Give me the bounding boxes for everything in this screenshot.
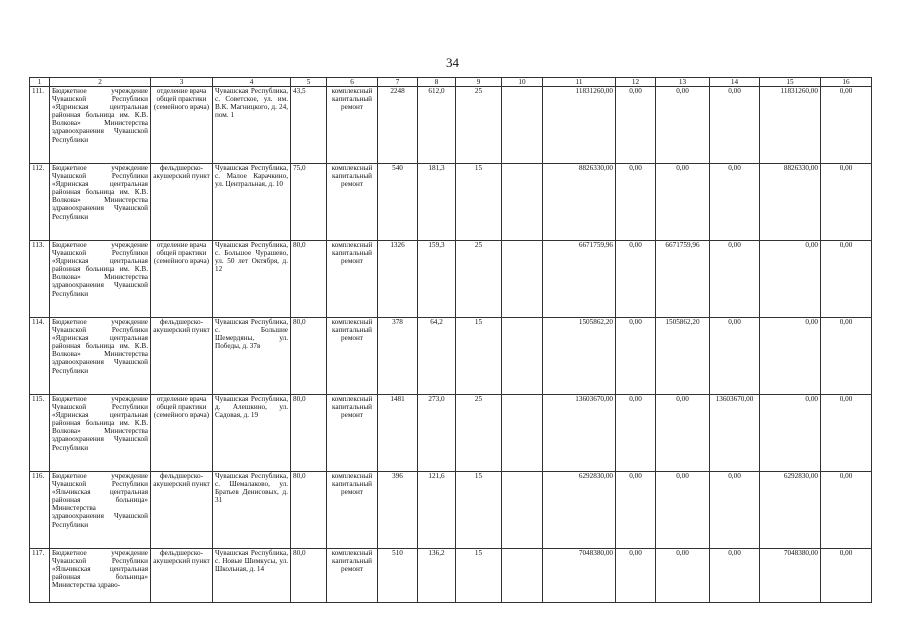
cell-col-4: Чувашская Республика, д. Алешкино, ул. Садовая, д. 19: [213, 395, 291, 472]
cell-col-10: [502, 241, 543, 318]
cell-col-8: 159,3: [418, 241, 456, 318]
cell-col-6: комплексный капитальный ремонт: [327, 241, 378, 318]
cell-col-5: 80,0: [291, 395, 327, 472]
page-number: 34: [446, 55, 459, 70]
cell-col-14: 0,00: [710, 241, 760, 318]
cell-col-16: 0,00: [821, 318, 872, 395]
column-header-15: 15: [760, 78, 821, 87]
cell-col-13: 0,00: [656, 164, 710, 241]
cell-col-8: 181,3: [418, 164, 456, 241]
cell-col-1: 115.: [30, 395, 50, 472]
column-header-11: 11: [543, 78, 616, 87]
cell-col-12: 0,00: [616, 549, 656, 603]
cell-col-8: 612,0: [418, 87, 456, 164]
cell-col-3: отделение врача общей практики (семейного врача): [151, 241, 213, 318]
cell-col-13: 1505862,20: [656, 318, 710, 395]
table-row: [30, 164, 872, 241]
cell-col-6: комплексный капитальный ремонт: [327, 472, 378, 549]
cell-col-3: отделение врача общей практики (семейного врача): [151, 87, 213, 164]
cell-col-10: [502, 472, 543, 549]
table-header: [30, 78, 872, 87]
cell-col-5: 75,0: [291, 164, 327, 241]
cell-col-9: 15: [456, 164, 502, 241]
cell-col-3: фельдшерско-акушерский пункт: [151, 318, 213, 395]
cell-col-14: 0,00: [710, 472, 760, 549]
cell-col-7: 510: [378, 549, 418, 603]
cell-col-5: 80,0: [291, 549, 327, 603]
table-row: [30, 395, 872, 472]
cell-col-4: Чувашская Республика, с. Большое Чурашево, ул. 50 лет Октября, д. 12: [213, 241, 291, 318]
table-body: [30, 87, 872, 603]
column-header-8: 8: [418, 78, 456, 87]
cell-col-5: 43,5: [291, 87, 327, 164]
cell-col-12: 0,00: [616, 318, 656, 395]
cell-col-15: 0,00: [760, 241, 821, 318]
cell-col-4: Чувашская Республика, с. Большие Шемердяны, ул. Победы, д. 37в: [213, 318, 291, 395]
cell-col-14: 0,00: [710, 164, 760, 241]
column-header-1: 1: [30, 78, 50, 87]
cell-col-11: 11831260,00: [543, 87, 616, 164]
cell-col-10: [502, 318, 543, 395]
cell-col-15: 0,00: [760, 395, 821, 472]
cell-col-8: 64,2: [418, 318, 456, 395]
cell-col-10: [502, 549, 543, 603]
cell-col-13: 6671759,96: [656, 241, 710, 318]
table-row: [30, 472, 872, 549]
cell-col-11: 8826330,00: [543, 164, 616, 241]
cell-col-15: 7048380,00: [760, 549, 821, 603]
column-header-4: 4: [213, 78, 291, 87]
cell-col-16: 0,00: [821, 549, 872, 603]
cell-col-6: комплексный капитальный ремонт: [327, 164, 378, 241]
cell-col-13: 0,00: [656, 549, 710, 603]
cell-col-13: 0,00: [656, 472, 710, 549]
cell-col-12: 0,00: [616, 395, 656, 472]
column-header-2: 2: [50, 78, 151, 87]
cell-col-9: 15: [456, 318, 502, 395]
cell-col-6: комплексный капитальный ремонт: [327, 549, 378, 603]
cell-col-11: 1505862,20: [543, 318, 616, 395]
cell-col-1: 117.: [30, 549, 50, 603]
column-header-6: 6: [327, 78, 378, 87]
column-header-9: 9: [456, 78, 502, 87]
cell-col-3: фельдшерско-акушерский пункт: [151, 164, 213, 241]
table-row: [30, 549, 872, 603]
facilities-table: [29, 77, 872, 603]
cell-col-9: 25: [456, 87, 502, 164]
cell-col-12: 0,00: [616, 87, 656, 164]
cell-col-4: Чувашская Республика, с. Малое Карачкино, ул. Центральная, д. 10: [213, 164, 291, 241]
cell-col-6: комплексный капитальный ремонт: [327, 87, 378, 164]
cell-col-1: 114.: [30, 318, 50, 395]
cell-col-9: 15: [456, 472, 502, 549]
cell-col-4: Чувашская Республика, с. Советское, ул. им. В.К. Магницкого, д. 24, пом. 1: [213, 87, 291, 164]
table-row: [30, 318, 872, 395]
cell-col-16: 0,00: [821, 472, 872, 549]
cell-col-3: отделение врача общей практики (семейного врача): [151, 395, 213, 472]
cell-col-7: 1326: [378, 241, 418, 318]
cell-col-6: комплексный капитальный ремонт: [327, 318, 378, 395]
cell-col-2: Бюджетное учреждение Чувашской Республики «Яльчикская центральная районная больница» Министерства здраво-: [50, 549, 151, 603]
column-header-14: 14: [710, 78, 760, 87]
cell-col-6: комплексный капитальный ремонт: [327, 395, 378, 472]
column-header-7: 7: [378, 78, 418, 87]
cell-col-2: Бюджетное учреждение Чувашской Республики «Ядринская центральная районная больница им. К.В. Волкова» Министерства здравоохранения Чувашской Республики: [50, 395, 151, 472]
cell-col-2: Бюджетное учреждение Чувашской Республики «Яльчикская центральная районная больница» Министерства здравоохранения Чувашской Республики: [50, 472, 151, 549]
cell-col-11: 6292830,00: [543, 472, 616, 549]
cell-col-11: 7048380,00: [543, 549, 616, 603]
cell-col-7: 396: [378, 472, 418, 549]
cell-col-1: 113.: [30, 241, 50, 318]
cell-col-15: 8826330,00: [760, 164, 821, 241]
cell-col-13: 0,00: [656, 87, 710, 164]
cell-col-7: 540: [378, 164, 418, 241]
cell-col-5: 80,0: [291, 318, 327, 395]
cell-col-15: 11831260,00: [760, 87, 821, 164]
cell-col-2: Бюджетное учреждение Чувашской Республики «Ядринская центральная районная больница им. К.В. Волкова» Министерства здравоохранения Чувашской Республики: [50, 318, 151, 395]
cell-col-8: 136,2: [418, 549, 456, 603]
cell-col-10: [502, 87, 543, 164]
cell-col-12: 0,00: [616, 472, 656, 549]
cell-col-9: 15: [456, 549, 502, 603]
cell-col-14: 13603670,00: [710, 395, 760, 472]
cell-col-3: фельдшерско-акушерский пункт: [151, 472, 213, 549]
cell-col-16: 0,00: [821, 164, 872, 241]
cell-col-12: 0,00: [616, 164, 656, 241]
cell-col-7: 378: [378, 318, 418, 395]
cell-col-8: 273,0: [418, 395, 456, 472]
column-header-13: 13: [656, 78, 710, 87]
cell-col-3: фельдшерско-акушерский пункт: [151, 549, 213, 603]
cell-col-11: 13603670,00: [543, 395, 616, 472]
cell-col-14: 0,00: [710, 318, 760, 395]
cell-col-9: 25: [456, 241, 502, 318]
cell-col-8: 121,6: [418, 472, 456, 549]
cell-col-1: 116.: [30, 472, 50, 549]
column-header-12: 12: [616, 78, 656, 87]
cell-col-9: 25: [456, 395, 502, 472]
cell-col-7: 1481: [378, 395, 418, 472]
cell-col-11: 6671759,96: [543, 241, 616, 318]
cell-col-4: Чувашская Республика, с. Шемалаково, ул. Братьев Денисовых, д. 31: [213, 472, 291, 549]
cell-col-16: 0,00: [821, 395, 872, 472]
cell-col-5: 80,0: [291, 241, 327, 318]
cell-col-15: 0,00: [760, 318, 821, 395]
cell-col-1: 111.: [30, 87, 50, 164]
table-row: [30, 241, 872, 318]
cell-col-10: [502, 395, 543, 472]
cell-col-15: 6292830,00: [760, 472, 821, 549]
cell-col-16: 0,00: [821, 87, 872, 164]
cell-col-4: Чувашская Республика, с. Новые Шимкусы, ул. Школьная, д. 14: [213, 549, 291, 603]
cell-col-2: Бюджетное учреждение Чувашской Республики «Ядринская центральная районная больница им. К.В. Волкова» Министерства здравоохранения Чувашской Республики: [50, 87, 151, 164]
cell-col-7: 2248: [378, 87, 418, 164]
cell-col-13: 0,00: [656, 395, 710, 472]
cell-col-14: 0,00: [710, 549, 760, 603]
cell-col-2: Бюджетное учреждение Чувашской Республики «Ядринская центральная районная больница им. К.В. Волкова» Министерства здравоохранения Чувашской Республики: [50, 241, 151, 318]
cell-col-5: 80,0: [291, 472, 327, 549]
column-header-5: 5: [291, 78, 327, 87]
column-header-10: 10: [502, 78, 543, 87]
cell-col-1: 112.: [30, 164, 50, 241]
cell-col-2: Бюджетное учреждение Чувашской Республики «Ядринская центральная районная больница им. К.В. Волкова» Министерства здравоохранения Чувашской Республики: [50, 164, 151, 241]
cell-col-10: [502, 164, 543, 241]
cell-col-12: 0,00: [616, 241, 656, 318]
table-row: [30, 87, 872, 164]
column-header-16: 16: [821, 78, 872, 87]
cell-col-14: 0,00: [710, 87, 760, 164]
cell-col-16: 0,00: [821, 241, 872, 318]
column-header-3: 3: [151, 78, 213, 87]
